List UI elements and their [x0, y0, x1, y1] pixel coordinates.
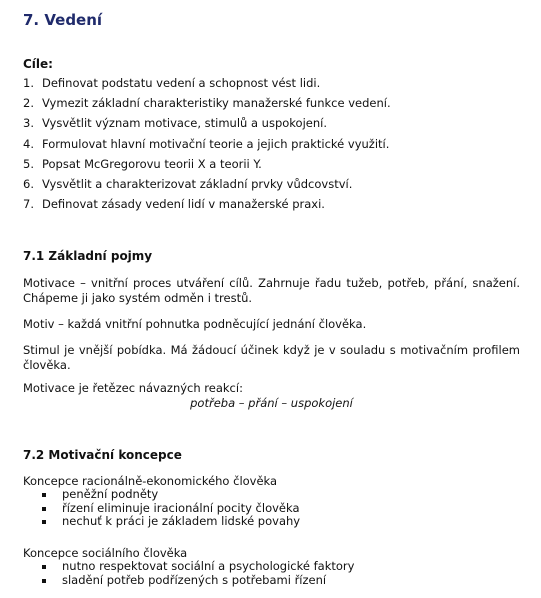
goal-item [23, 196, 391, 216]
paragraph-motivace: Motivace – vnitřní proces utváření cílů. Zahrnuje řadu tužeb, potřeb, přání, snažení. Chápeme ji jako systém odměn i trestů. [23, 276, 520, 305]
goal-number: 6. [23, 176, 34, 191]
concept-bullets-social [23, 560, 354, 587]
paragraph-motiv: Motiv – každá vnitřní pohnutka podněcující jednání člověka. [23, 317, 367, 331]
goal-item [23, 136, 391, 156]
bullet-text: řízení eliminuje iracionální pocity člověka [62, 500, 300, 515]
concept-bullets-economic [23, 488, 300, 529]
goal-text: Vysvětlit význam motivace, stimulů a uspokojení. [42, 116, 327, 131]
motivation-chain: potřeba – přání – uspokojení [190, 396, 353, 410]
bullet-item [23, 488, 300, 502]
square-bullet-icon [42, 493, 46, 497]
bullet-text: sladění potřeb podřízených s potřebami řízení [62, 572, 327, 587]
goal-number: 7. [23, 197, 34, 212]
chapter-title: 7. Vedení [23, 11, 103, 29]
goal-number: 5. [23, 156, 34, 171]
square-bullet-icon [42, 520, 46, 524]
goal-item [23, 95, 391, 115]
goal-item [23, 176, 391, 196]
square-bullet-icon [42, 565, 46, 569]
square-bullet-icon [42, 507, 46, 511]
bullet-item [23, 502, 300, 516]
bullet-text: peněžní podněty [62, 487, 159, 501]
goal-item [23, 75, 391, 95]
paragraph-chain-intro: Motivace je řetězec návazných reakcí: [23, 381, 243, 395]
goal-number: 1. [23, 76, 34, 90]
bullet-text: nutno respektovat sociální a psychologické faktory [62, 559, 355, 573]
bullet-text: nechuť k práci je základem lidské povahy [62, 514, 301, 529]
concept-label-social: Koncepce sociálního člověka [23, 546, 188, 560]
goal-number: 3. [23, 116, 34, 131]
goal-item [23, 156, 391, 176]
goal-text: Vymezit základní charakteristiky manažerské funkce vedení. [42, 96, 391, 111]
goals-list [23, 75, 391, 216]
bullet-item [23, 560, 354, 574]
bullet-item [23, 574, 354, 588]
goal-item [23, 115, 391, 135]
concept-label-economic: Koncepce racionálně-ekonomického člověka [23, 474, 278, 488]
goals-heading: Cíle: [23, 57, 53, 71]
goal-text: Popsat McGregorovu teorii X a teorii Y. [42, 156, 262, 171]
section-title-7-1: 7.1 Základní pojmy [23, 249, 153, 263]
section-title-7-2: 7.2 Motivační koncepce [23, 448, 182, 462]
goal-text: Definovat podstatu vedení a schopnost vést lidi. [42, 76, 321, 90]
goal-text: Definovat zásady vedení lidí v manažerské praxi. [42, 197, 325, 212]
goal-number: 4. [23, 136, 34, 151]
goal-text: Vysvětlit a charakterizovat základní prvky vůdcovství. [42, 176, 353, 191]
bullet-item [23, 515, 300, 529]
paragraph-stimul: Stimul je vnější pobídka. Má žádoucí účinek když je v souladu s motivačním profilem člověka. [23, 343, 520, 372]
square-bullet-icon [42, 579, 46, 583]
goal-number: 2. [23, 96, 34, 111]
goal-text: Formulovat hlavní motivační teorie a jejich praktické využití. [42, 136, 390, 151]
